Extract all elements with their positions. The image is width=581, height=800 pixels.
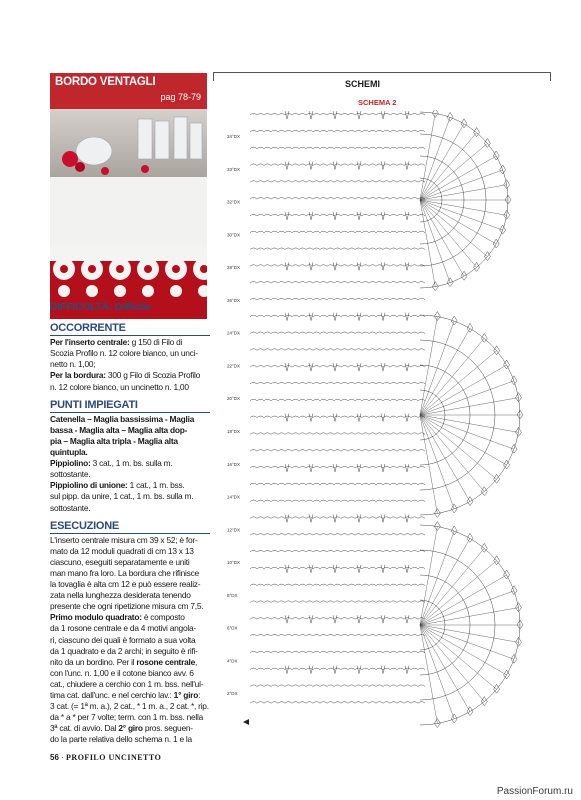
chain-row [250, 315, 425, 317]
chain-row [250, 366, 425, 368]
stitch-mark [309, 111, 313, 119]
row-label: 6°DX [227, 625, 238, 631]
stitch-mark [309, 666, 313, 674]
row-label: 16°DX [227, 461, 241, 467]
chain-row [250, 214, 425, 216]
stitch-mark [309, 565, 313, 573]
stitch-mark [309, 414, 313, 422]
stitch-mark [285, 111, 289, 119]
row-label: 24°DX [227, 330, 241, 336]
row-label: 2°DX [227, 691, 238, 697]
difficulty-label: DIFFICOLTÀ: Difficile [50, 301, 151, 313]
stitch-mark [405, 414, 409, 422]
text-line: 3ª cat. di avvio. Dal 2° giro pros. seguen- [50, 723, 193, 734]
row-label: 14°DX [227, 494, 241, 500]
row-label: 33°DX [227, 166, 241, 172]
stitch-mark [285, 615, 289, 623]
stitch-mark [333, 363, 337, 371]
stitch-mark [285, 514, 289, 522]
chain-row [250, 298, 425, 300]
crochet-chart [225, 110, 545, 735]
stitch-mark [285, 363, 289, 371]
stitch-mark [333, 212, 337, 220]
stitch-mark [405, 615, 409, 623]
text-line: Scozia Profilo n. 12 colore bianco, un unci- [50, 348, 198, 359]
chain-row [250, 231, 425, 233]
stitch-mark [309, 313, 313, 321]
text-line: pia – Maglia alta tripla - Maglia alta [50, 435, 178, 446]
stitch-mark [309, 514, 313, 522]
stitch-mark [333, 514, 337, 522]
chain-row [250, 181, 425, 183]
chain-row [250, 416, 425, 418]
stitch-mark [357, 111, 361, 119]
stitch-mark [309, 212, 313, 220]
stitch-mark [381, 313, 385, 321]
article-header [50, 73, 207, 319]
stitch-mark [405, 565, 409, 573]
punti-heading: PUNTI IMPIEGATI [50, 400, 210, 413]
stitch-mark [309, 161, 313, 169]
chain-row [250, 601, 425, 603]
article-title: BORDO VENTAGLI [55, 76, 156, 88]
stitch-mark [285, 161, 289, 169]
stitch-mark [405, 666, 409, 674]
stitch-mark [285, 464, 289, 472]
page-reference: pag 78-79 [160, 92, 201, 102]
stitch-mark [405, 514, 409, 522]
row-label: 30°DX [227, 232, 241, 238]
chain-row [250, 198, 425, 200]
stitch-mark [357, 464, 361, 472]
text-line: tima cat. dall'unc. e nel cerchio lav.: 1° giro: [50, 690, 201, 700]
stitch-mark [357, 363, 361, 371]
text-line: presente che ogni ripetizione misura cm 7,5. [50, 601, 204, 612]
occorrente-heading: OCCORRENTE [50, 323, 210, 336]
chain-row [250, 668, 425, 670]
text-line: Primo modulo quadrato: è composto [50, 612, 185, 623]
stitch-mark [333, 161, 337, 169]
row-label: 4°DX [227, 658, 238, 664]
text-line: ri, ciascuno dei quali è formato a sua volta [50, 634, 196, 645]
esecuzione-heading: ESECUZIONE [50, 521, 210, 534]
stitch-mark [333, 666, 337, 674]
watermark: PassionForum.ru [496, 786, 573, 797]
chain-row [250, 332, 425, 334]
stitch-mark [333, 262, 337, 270]
picot-mark [481, 697, 487, 706]
stitch-mark [405, 111, 409, 119]
chain-row [250, 265, 425, 267]
page-footer [50, 753, 161, 762]
text-line: netto n. 1,00; [50, 359, 96, 370]
chain-row [250, 382, 425, 384]
chain-row [250, 702, 425, 704]
picot-mark [474, 262, 480, 271]
stitch-mark [285, 313, 289, 321]
stitch-mark [333, 111, 337, 119]
chain-row [250, 164, 425, 166]
stitch-mark [285, 262, 289, 270]
page-number: 56 [50, 753, 59, 762]
stitch-mark [309, 262, 313, 270]
text-line: da 1 quadrato e da 2 archi; in seguito è rifi- [50, 645, 198, 656]
text-line: Pippiolino di unione: 1 cat., 1 m. bss. [50, 480, 185, 491]
stitch-mark [357, 313, 361, 321]
text-line: sottostante. [50, 502, 91, 513]
stitch-mark [357, 212, 361, 220]
row-label: 28°DX [227, 265, 241, 271]
text-line: n. 12 colore bianco, un uncinetto n. 1,00 [50, 381, 189, 392]
text-line: ciascuno, eseguiti separatamente e uniti [50, 556, 190, 567]
text-line: nito da un bordino. Per il rosone centrale, [50, 656, 198, 667]
chain-row [250, 584, 425, 586]
stitch-mark [405, 212, 409, 220]
chain-row [250, 651, 425, 653]
stitch-mark [333, 313, 337, 321]
chain-row [250, 114, 425, 116]
title-bar [50, 73, 207, 109]
chain-row [250, 634, 425, 636]
row-label: 8°DX [227, 592, 238, 598]
chain-row [250, 450, 425, 452]
stitch-mark [333, 464, 337, 472]
stitch-mark [405, 363, 409, 371]
row-label: 10°DX [227, 560, 241, 566]
stitch-mark [357, 615, 361, 623]
text-line: Pippiolino: 3 cat., 1 m. bs. sulla m. [50, 458, 173, 469]
chain-row [250, 466, 425, 468]
chain-row [250, 618, 425, 620]
picot-mark [461, 119, 467, 128]
text-line: con l'unc. n. 1,00 e il cotone bianco avv. 6 [50, 667, 194, 678]
row-label: 18°DX [227, 429, 241, 434]
row-label: 22°DX [227, 363, 241, 369]
text-line: da * a * per 7 volte; term. con 1 m. bss. nella [50, 712, 204, 723]
stitch-mark [309, 363, 313, 371]
chain-row [250, 433, 425, 435]
text-line: Per l'inserto centrale: g 150 di Filo di [50, 337, 183, 348]
chain-row [250, 282, 425, 284]
text-line: 3 cat. (= 1ª m. a.), 2 cat., * 1 m. a., 2 cat. *, rip. [50, 701, 209, 712]
row-label: 20°DX [227, 396, 241, 402]
text-line: mato da 12 moduli quadrati di cm 13 x 13 [50, 545, 194, 556]
stitch-mark [357, 414, 361, 422]
chain-row [250, 147, 425, 149]
chain-row [250, 483, 425, 485]
schema-label: SCHEMA 2 [358, 98, 397, 107]
text-line: sul pipp. da unire, 1 cat., 1 m. bs. sulla m. [50, 491, 194, 502]
article-text [50, 300, 210, 745]
row-label: 32°DX [227, 199, 241, 205]
chain-row [250, 534, 425, 536]
text-line: man mano fra loro. La bordura che rifinisce [50, 567, 199, 578]
schemi-frame [213, 72, 551, 81]
footer-separator: · [61, 753, 64, 762]
text-line: la tovaglia è alta cm 12 e può essere realiz- [50, 579, 201, 590]
stitch-mark [357, 161, 361, 169]
stitch-mark [381, 212, 385, 220]
text-line: L'inserto centrale misura cm 39 x 52; è for- [50, 534, 198, 545]
chain-row [250, 685, 425, 687]
stitch-mark [285, 414, 289, 422]
chain-row [250, 500, 425, 502]
stitch-mark [357, 514, 361, 522]
schemi-title: SCHEMI [345, 79, 381, 89]
stitch-mark [285, 666, 289, 674]
chain-row [250, 399, 425, 401]
stitch-mark [285, 565, 289, 573]
stitch-mark [309, 464, 313, 472]
product-photo [50, 109, 207, 319]
row-label: 34°DX [227, 134, 241, 139]
stitch-mark [285, 212, 289, 220]
row-label: 12°DX [227, 527, 241, 533]
text-line: cat., chiudere a cerchio con 1 m. bss. nell'ul- [50, 678, 204, 689]
picot-mark [481, 487, 487, 496]
text-line: zata nella lunghezza desiderata tenendo [50, 590, 191, 601]
stitch-mark [333, 565, 337, 573]
text-line: do la parte relativa dello schema n. 1 e la [50, 734, 192, 745]
stitch-mark [357, 666, 361, 674]
stitch-mark [405, 161, 409, 169]
chain-row [250, 248, 425, 250]
chain-row [250, 517, 425, 519]
stitch-mark [309, 615, 313, 623]
stitch-mark [333, 615, 337, 623]
publication-name: PROFILO UNCINETTO [66, 753, 162, 762]
stitch-mark [405, 313, 409, 321]
stitch-mark [405, 464, 409, 472]
text-line: sottostante. [50, 469, 91, 480]
chain-row [250, 567, 425, 569]
picot-mark [467, 533, 473, 542]
chain-row [250, 349, 425, 351]
text-line: da 1 rosone centrale e da 4 motivi angola- [50, 623, 196, 634]
stitch-mark [357, 565, 361, 573]
stitch-mark [357, 262, 361, 270]
stitch-mark [381, 514, 385, 522]
text-line: bassa - Maglia alta – Maglia alta dop- [50, 424, 188, 435]
chain-row [250, 130, 425, 132]
chain-row [250, 550, 425, 552]
stitch-mark [381, 161, 385, 169]
row-label: 26°DX [227, 297, 241, 303]
picot-mark [467, 323, 473, 332]
start-arrow-icon [243, 719, 249, 725]
text-line: Catenella – Maglia bassissima - Maglia [50, 413, 195, 424]
text-line: Per la bordura: 300 g Filo di Scozia Profilo [50, 370, 201, 381]
stitch-mark [333, 414, 337, 422]
stitch-mark [405, 262, 409, 270]
text-line: quintupla. [50, 447, 88, 458]
